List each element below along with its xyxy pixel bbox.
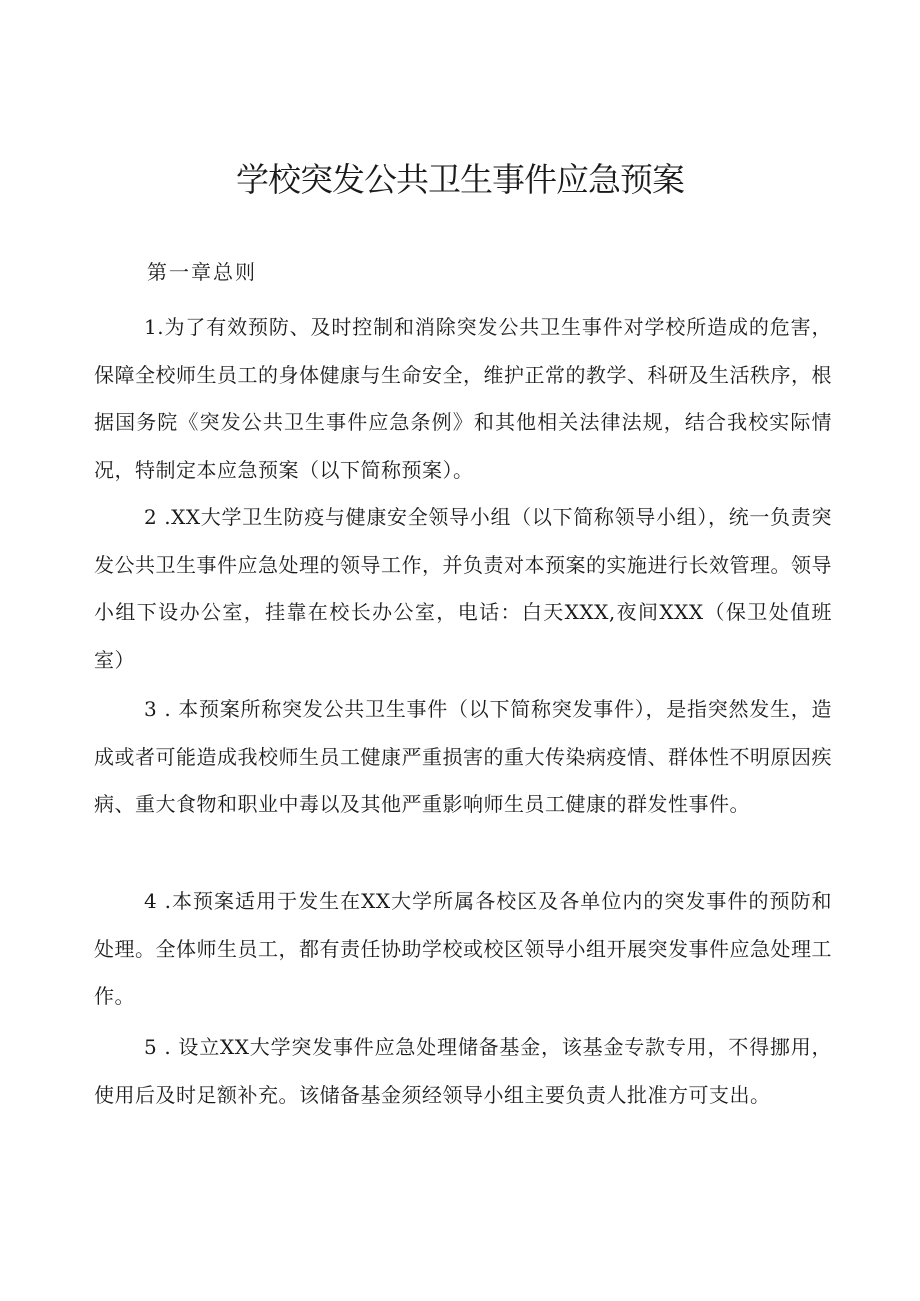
paragraph-2: 2 .XX大学卫生防疫与健康安全领导小组（以下简称领导小组），统一负责突发公共卫生事件应急处理的领导工作，并负责对本预案的实施进行长效管理。领导小组下设办公室，挂靠在校长办公室，电话：白天XXX,夜间XXX（保卫处值班室） <box>94 505 832 672</box>
paragraph-1: 1.为了有效预防、及时控制和消除突发公共卫生事件对学校所造成的危害，保障全校师生员工的身体健康与生命安全，维护正常的教学、科研及生活秩序，根据国务院《突发公共卫生事件应急条例》和其他相关法律法规，结合我校实际情况，特制定本应急预案（以下简称预案）。 <box>94 315 832 482</box>
paragraph-5: 5 . 设立XX大学突发事件应急处理储备基金，该基金专款专用，不得挪用，使用后及时足额补充。该储备基金须经领导小组主要负责人批准方可支出。 <box>94 1035 832 1107</box>
chapter-heading: 第一章总则 <box>147 260 257 284</box>
paragraph-4: 4 .本预案适用于发生在XX大学所属各校区及各单位内的突发事件的预防和处理。全体师生员工，都有责任协助学校或校区领导小组开展突发事件应急处理工作。 <box>94 889 832 1008</box>
document-title: 学校突发公共卫生事件应急预案 <box>236 160 684 199</box>
paragraph-3: 3 . 本预案所称突发公共卫生事件（以下简称突发事件），是指突然发生，造成或者可能造成我校师生员工健康严重损害的重大传染病疫情、群体性不明原因疾病、重大食物和职业中毒以及其他严重影响师生员工健康的群发性事件。 <box>94 697 832 816</box>
